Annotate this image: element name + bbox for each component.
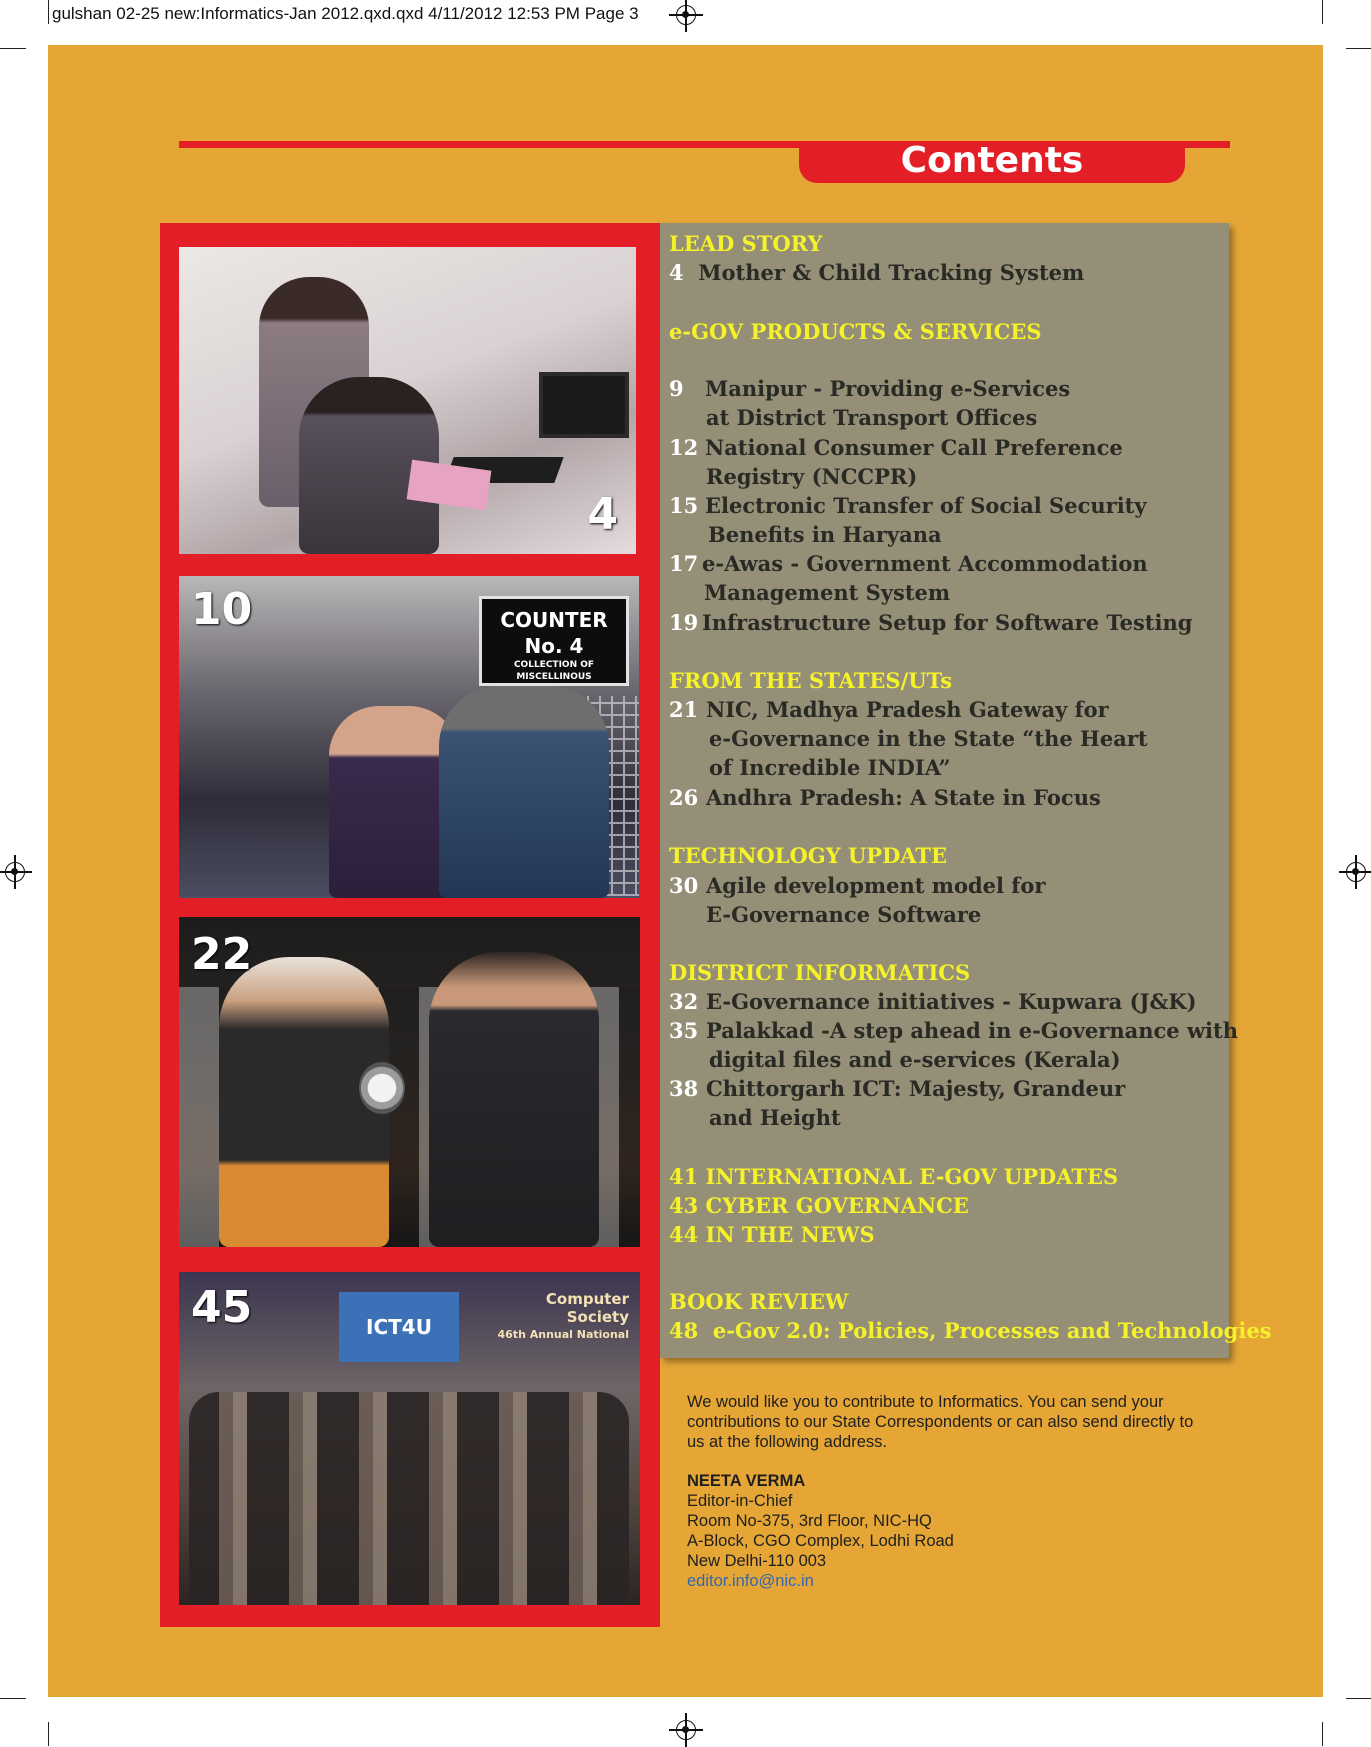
registration-mark-bottom-icon xyxy=(676,1720,696,1740)
toc-entry-continuation xyxy=(706,464,917,489)
toc-entry[interactable] xyxy=(669,1018,1238,1043)
crop-mark-top-left xyxy=(48,0,49,24)
toc-page-number: 21 xyxy=(669,697,699,722)
photo-page-number: 4 xyxy=(587,489,618,540)
toc-title: Management System xyxy=(704,580,951,605)
toc-page-number: 43 xyxy=(669,1193,699,1218)
section-heading-technology: TECHNOLOGY UPDATE xyxy=(669,843,948,868)
registration-mark-left-icon xyxy=(5,862,25,882)
toc-entry[interactable] xyxy=(669,435,1123,460)
toc-page-number: 17 xyxy=(669,551,699,576)
address-line: New Delhi-110 003 xyxy=(687,1552,827,1570)
contents-title: Contents xyxy=(799,141,1185,183)
print-slug-line: gulshan 02-25 new:Informatics-Jan 2012.qxd.qxd 4/11/2012 12:53 PM Page 3 xyxy=(52,4,639,23)
toc-entry[interactable] xyxy=(669,376,1070,401)
toc-title: e-Gov 2.0: Policies, Processes and Technologies xyxy=(712,1318,1272,1343)
editor-role: Editor-in-Chief xyxy=(687,1492,793,1510)
toc-page-number: 48 xyxy=(669,1318,699,1343)
award-trophy-icon xyxy=(359,1062,405,1114)
toc-entry-continuation xyxy=(704,580,950,605)
banner-title-text: Computer Society xyxy=(545,1290,629,1326)
toc-title: Manipur - Providing e-Services xyxy=(705,376,1071,401)
counter-sign-subtext: COLLECTION OF MISCELLINOUS xyxy=(513,660,595,682)
photo-page-number: 22 xyxy=(191,929,253,980)
crop-mark-left-top xyxy=(0,48,26,49)
man-in-blue-jacket xyxy=(439,686,609,898)
toc-title: of Incredible INDIA” xyxy=(709,755,951,780)
toc-title: E-Governance Software xyxy=(706,902,982,927)
toc-title: Mother & Child Tracking System xyxy=(698,260,1085,285)
group-of-people xyxy=(189,1392,629,1605)
toc-entry[interactable] xyxy=(669,873,1045,898)
toc-page-number: 35 xyxy=(669,1018,699,1043)
toc-entry-news[interactable] xyxy=(669,1222,875,1247)
toc-title: and Height xyxy=(709,1105,841,1130)
section-heading-district: DISTRICT INFORMATICS xyxy=(669,960,971,985)
photo-story-45 xyxy=(179,1272,640,1605)
toc-page-number: 15 xyxy=(669,493,699,518)
crop-mark-right-bottom xyxy=(1346,1698,1371,1699)
toc-title: Andhra Pradesh: A State in Focus xyxy=(706,785,1101,810)
toc-title: National Consumer Call Preference xyxy=(705,435,1123,460)
crop-mark-bottom-right xyxy=(1322,1722,1323,1746)
toc-title: Infrastructure Setup for Software Testing xyxy=(702,610,1193,635)
toc-page-number: 19 xyxy=(669,610,699,635)
crop-mark-right-top xyxy=(1346,48,1371,49)
photo-page-number: 45 xyxy=(191,1282,253,1333)
toc-title: NIC, Madhya Pradesh Gateway for xyxy=(706,697,1109,722)
toc-entry[interactable] xyxy=(669,551,1148,576)
toc-title: Agile development model for xyxy=(706,873,1046,898)
address-line: Room No-375, 3rd Floor, NIC-HQ xyxy=(687,1512,932,1530)
photo-story-4 xyxy=(179,247,636,554)
toc-title: IN THE NEWS xyxy=(705,1222,875,1247)
toc-entry-continuation xyxy=(708,522,942,547)
toc-title: Chittorgarh ICT: Majesty, Grandeur xyxy=(706,1076,1126,1101)
contribution-note: We would like you to contribute to Informatics. You can send your contributions to our State Correspondents or can also send directly to us at the following address. xyxy=(687,1393,1194,1451)
editor-email-link[interactable]: editor.info@nic.in xyxy=(687,1572,814,1590)
toc-entry-continuation xyxy=(709,726,1148,751)
section-heading-states: FROM THE STATES/UTs xyxy=(669,668,953,693)
toc-entry[interactable] xyxy=(669,610,1192,635)
toc-entry[interactable] xyxy=(669,989,1197,1014)
toc-entry[interactable] xyxy=(669,697,1109,722)
toc-entry-cyber[interactable] xyxy=(669,1193,969,1218)
photo-story-22 xyxy=(179,917,640,1247)
monitor-icon xyxy=(539,372,629,438)
conference-banner xyxy=(339,1292,459,1362)
editor-name: NEETA VERMA xyxy=(687,1472,806,1490)
toc-page-number: 44 xyxy=(669,1222,699,1247)
photo-page-number: 10 xyxy=(191,584,253,635)
toc-entry[interactable] xyxy=(669,1076,1125,1101)
counter-sign-text: COUNTER No. 4 xyxy=(500,608,608,658)
crop-mark-bottom-left xyxy=(48,1722,49,1746)
toc-page-number: 32 xyxy=(669,989,699,1014)
toc-title: E-Governance initiatives - Kupwara (J&K) xyxy=(706,989,1197,1014)
toc-page-number: 38 xyxy=(669,1076,699,1101)
toc-page-number: 26 xyxy=(669,785,699,810)
toc-entry[interactable] xyxy=(669,260,1084,285)
banner-subtitle-text: 46th Annual National xyxy=(497,1328,629,1341)
toc-entry-continuation xyxy=(709,755,951,780)
toc-page-number: 12 xyxy=(669,435,699,460)
conference-banner-title xyxy=(479,1290,629,1350)
man-in-suit xyxy=(429,952,599,1247)
photo-story-10 xyxy=(179,576,639,898)
toc-title: digital files and e-services (Kerala) xyxy=(709,1047,1121,1072)
toc-page-number: 9 xyxy=(669,376,684,401)
registration-mark-top-icon xyxy=(676,5,696,25)
toc-title: Electronic Transfer of Social Security xyxy=(705,493,1147,518)
toc-entry[interactable] xyxy=(669,785,1101,810)
section-heading-book-review: BOOK REVIEW xyxy=(669,1289,849,1314)
toc-entry[interactable] xyxy=(669,493,1147,518)
crop-mark-left-bottom xyxy=(0,1698,26,1699)
toc-entry-book-review[interactable] xyxy=(669,1318,1272,1343)
toc-entry-continuation xyxy=(709,1047,1121,1072)
section-heading-lead-story: LEAD STORY xyxy=(669,231,823,256)
toc-title: at District Transport Offices xyxy=(706,405,1038,430)
toc-title: e-Governance in the State “the Heart xyxy=(709,726,1148,751)
address-line: A-Block, CGO Complex, Lodhi Road xyxy=(687,1532,954,1550)
toc-entry-continuation xyxy=(706,405,1037,430)
toc-title: Benefits in Haryana xyxy=(708,522,942,547)
toc-title: INTERNATIONAL E-GOV UPDATES xyxy=(705,1164,1119,1189)
banner-logo-text: ICT4U xyxy=(366,1315,432,1339)
counter-sign xyxy=(479,596,629,686)
toc-entry-continuation xyxy=(706,902,981,927)
registration-mark-right-icon xyxy=(1346,862,1366,882)
toc-title: e-Awas - Government Accommodation xyxy=(702,551,1148,576)
toc-title: CYBER GOVERNANCE xyxy=(705,1193,969,1218)
toc-entry-international[interactable] xyxy=(669,1164,1118,1189)
toc-title: Registry (NCCPR) xyxy=(706,464,918,489)
section-heading-egov: e-GOV PRODUCTS & SERVICES xyxy=(669,319,1042,344)
crop-mark-top-right xyxy=(1322,0,1323,24)
toc-entry-continuation xyxy=(709,1105,841,1130)
toc-page-number: 41 xyxy=(669,1164,699,1189)
toc-page-number: 4 xyxy=(669,260,684,285)
toc-title: Palakkad -A step ahead in e-Governance with xyxy=(706,1018,1238,1043)
toc-page-number: 30 xyxy=(669,873,699,898)
